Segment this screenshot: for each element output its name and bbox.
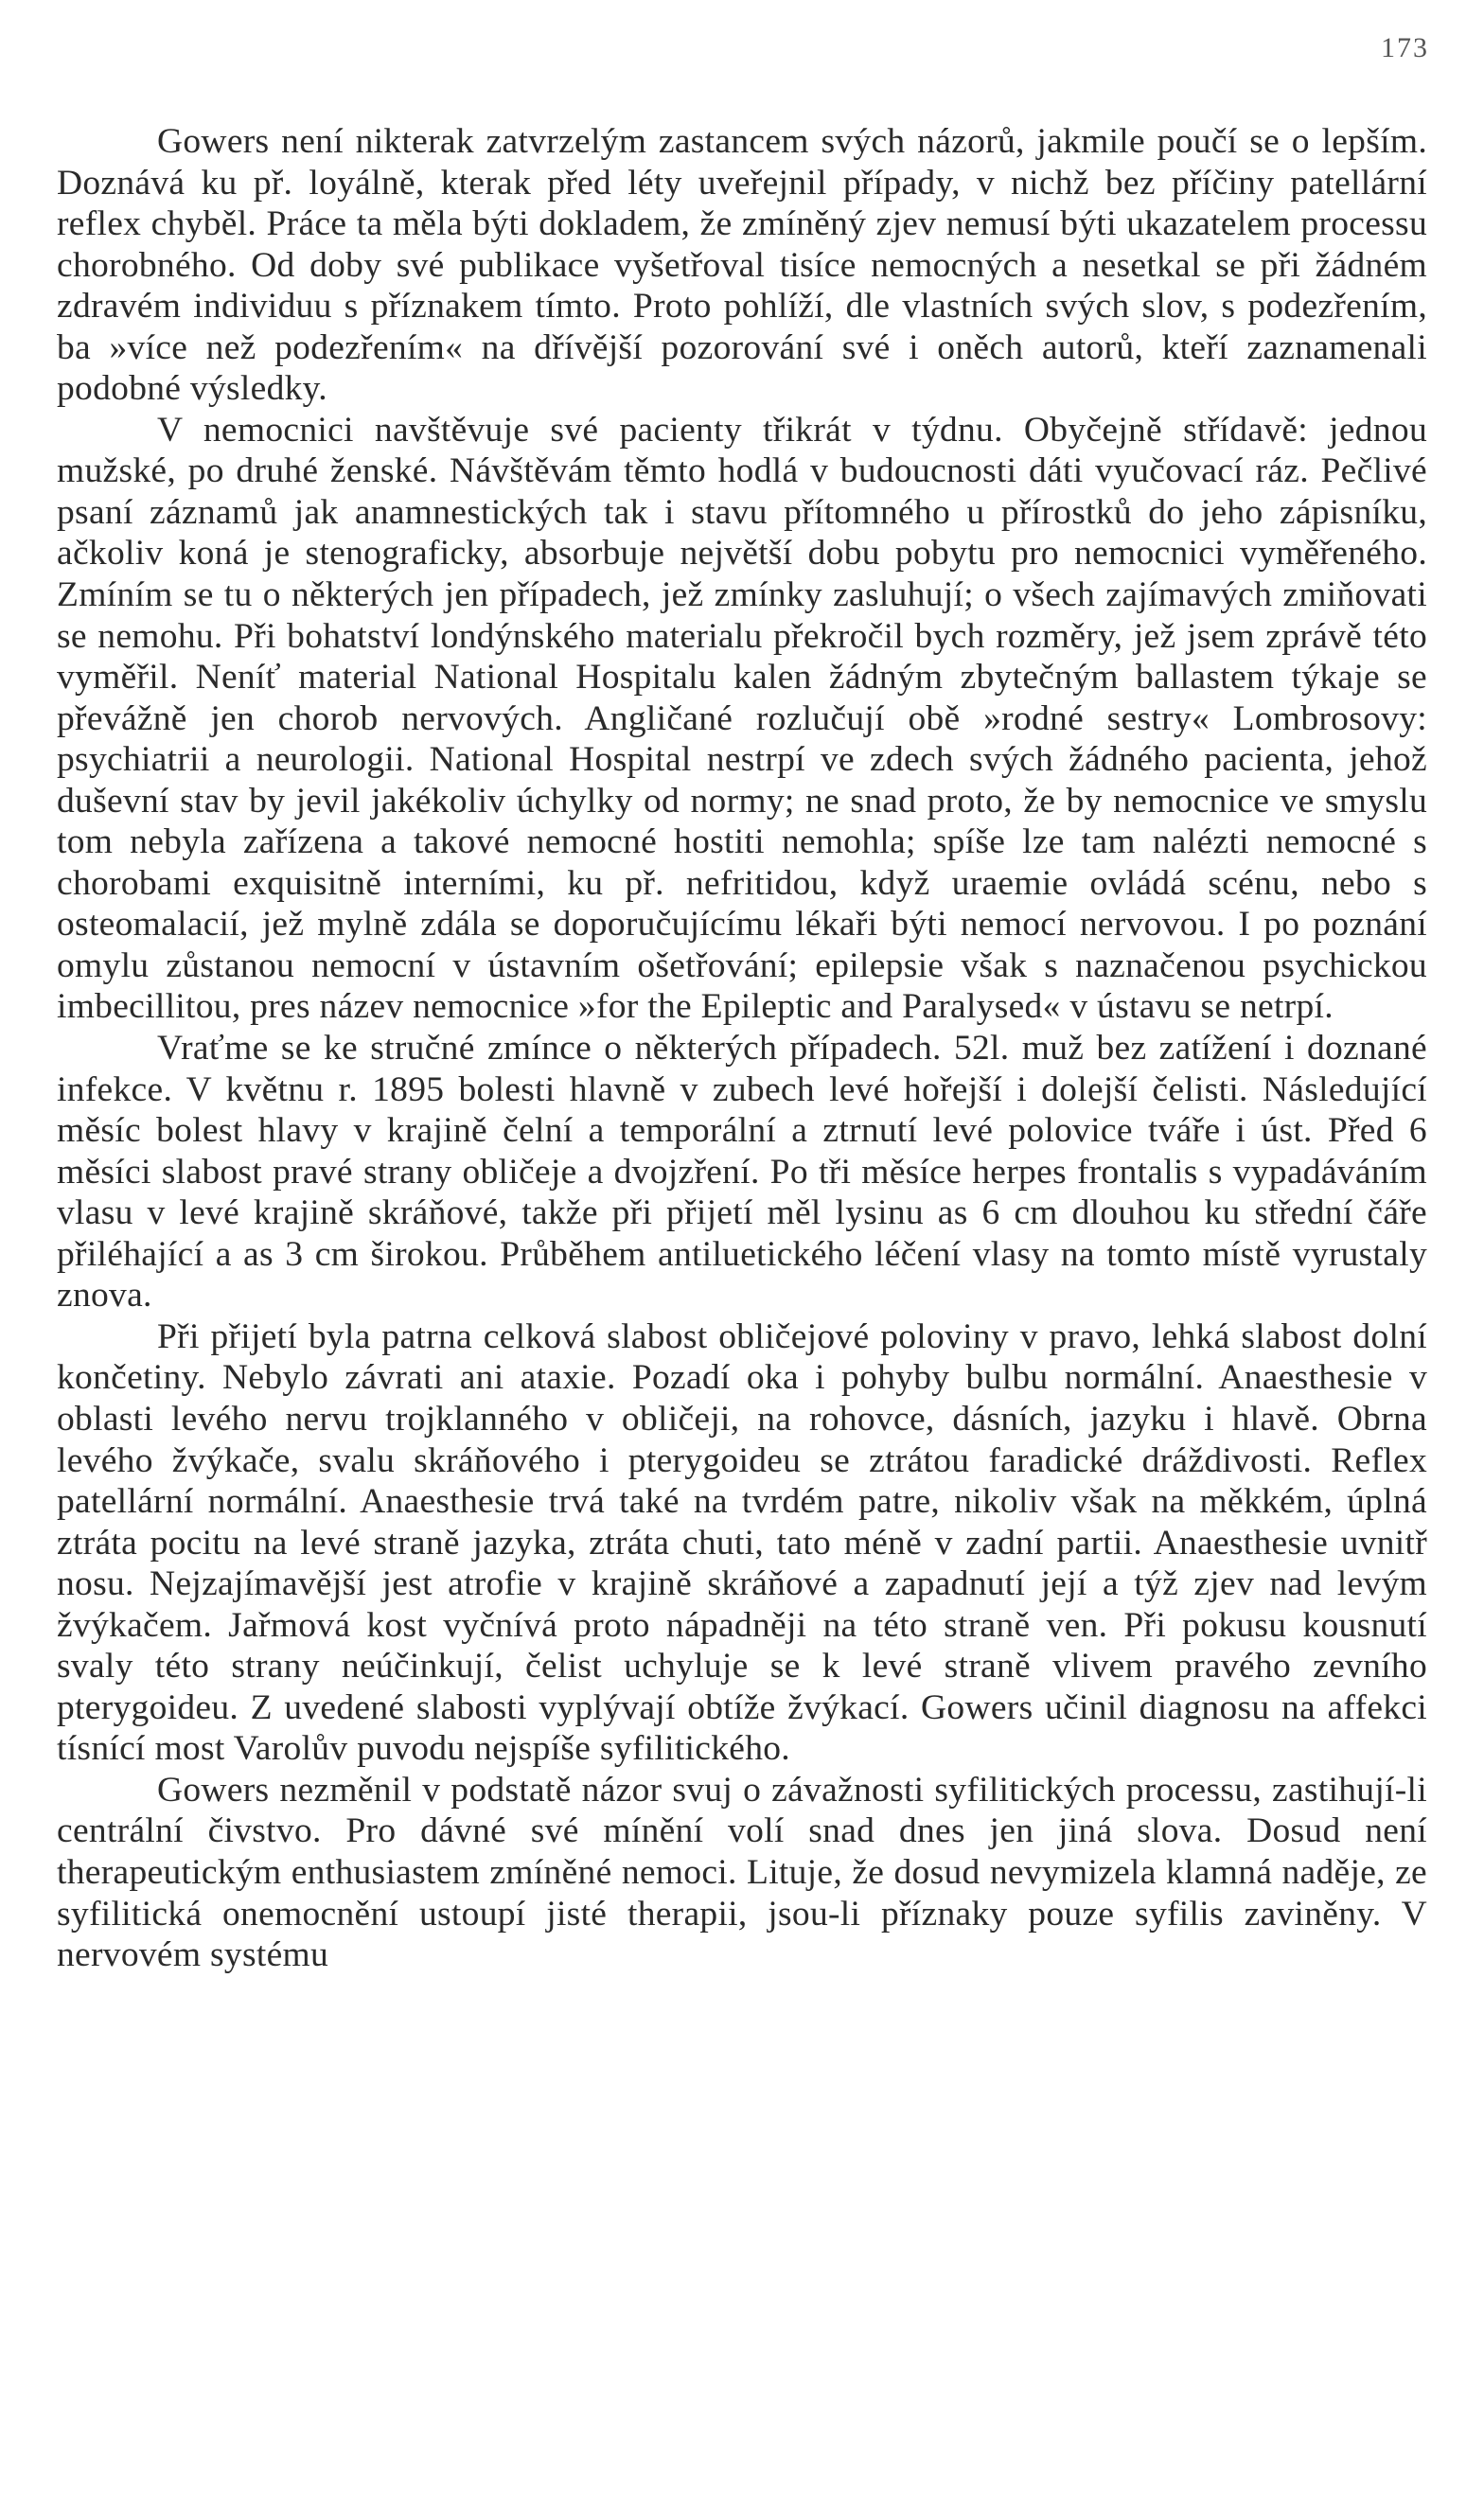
paragraph-gowers-opinions: Gowers není nikterak zatvrzelým zastancem svých názorů, jakmile poučí se o lepším. Doznává ku př. loyálně, kterak před léty uveřejnil případy, v nichž bez příčiny patellární reflex chyběl. Práce ta měla býti dokladem, že zmíněný zjev nemusí býti ukazatelem processu chorobného. Od doby své publikace vyšetřoval tisíce nemocných a nesetkal se při žádném zdravém individuu s příznakem tímto. Proto pohlíží, dle vlastních svých slov, s podezřením, ba »více než podezřením« na dřívější pozorování své i oněch autorů, kteří zaznamenali podobné výsledky. bbox=[57, 122, 1427, 409]
text-body bbox=[57, 121, 1427, 1976]
paragraph-hospital-visits: V nemocnici navštěvuje své pacienty třikrát v týdnu. Obyčejně střídavě: jednou mužské, po druhé ženské. Návštěvám těmto hodlá v budoucnosti dáti vyučovací ráz. Pečlivé psaní záznamů jak anamnestických tak i stavu přítomného u přírostků do jeho zápisníku, ačkoliv koná je stenograficky, absorbuje největší dobu pobytu pro nemocnici vyměřeného. Zmíním se tu o některých jen případech, jež zmínky zasluhují; o všech zajímavých zmiňovati se nemohu. Při bohatství londýnského materialu překročil bych rozměry, jež jsem zprávě této vyměřil. Neníť material National Hospitalu kalen žádným zbytečným ballastem týkaje se převážně jen chorob nervových. Angličané rozlučují obě »rodné sestry« Lombrosovy: psychiatrii a neurologii. National Hospital nestrpí ve zdech svých žádného pacienta, jehož duševní stav by jevil jakékoliv úchylky od normy; ne snad proto, že by nemocnice ve smyslu tom nebyla zařízena a takové nemocné hostiti nemohla; spíše lze tam nalézti nemocné s chorobami exquisitně interními, ku př. nefritidou, když uraemie ovládá scénu, nebo s osteomalacií, jež mylně zdála se doporučujícímu lékaři býti nemocí nervovou. I po poznání omylu zůstanou nemocní v ústavním ošetřování; epilepsie však s naznačenou psychickou imbecillitou, pres název nemocnice »for the Epileptic and Paralysed« v ústavu se netrpí. bbox=[57, 410, 1427, 1027]
paragraph-syphilis-view: Gowers nezměnil v podstatě názor svuj o závažnosti syfilitických processu, zastihují-li centrální čivstvo. Pro dávné své mínění volí snad dnes jen jiná slova. Dosud není therapeutickým enthusiastem zmíněné nemoci. Lituje, že dosud nevymizela klamná naděje, ze syfilitická onemocnění ustoupí jisté therapii, jsou-li příznaky pouze syfilis zaviněny. V nervovém systému bbox=[57, 1770, 1427, 1975]
paragraph-case-history: Vraťme se ke stručné zmínce o některých případech. 52l. muž bez zatížení i doznané infekce. V květnu r. 1895 bolesti hlavně v zubech levé hořejší i dolejší čelisti. Následující měsíc bolest hlavy v krajině čelní a temporální a ztrnutí levé polovice tváře i úst. Před 6 měsíci slabost pravé strany obličeje a dvojzření. Po tři měsíce herpes frontalis s vypadáváním vlasu v levé krajině skráňové, takže při přijetí měl lysinu as 6 cm dlouhou ku střední čáře přiléhající a as 3 cm širokou. Průběhem antiluetického léčení vlasy na tomto místě vyrustaly znova. bbox=[57, 1029, 1427, 1316]
paragraph-admission-findings: Při přijetí byla patrna celková slabost obličejové poloviny v pravo, lehká slabost dolní končetiny. Nebylo závrati ani ataxie. Pozadí oka i pohyby bulbu normální. Anaesthesie v oblasti levého nervu trojklanného v obličeji, na rohovce, dásních, jazyku i hlavě. Obrna levého žvýkače, svalu skráňového i pterygoideu se ztrátou faradické dráždivosti. Reflex patellární normální. Anaesthesie trvá také na tvrdém patre, nikoliv však na měkkém, úplná ztráta pocitu na levé straně jazyka, ztráta chuti, tato méně v zadní partii. Anaesthesie uvnitř nosu. Nejzajímavější jest atrofie v krajině skráňové a zapadnutí její a týž zjev nad levým žvýkačem. Jařmová kost vyčnívá proto nápadněji na této straně ven. Při pokusu kousnutí svaly této strany neúčinkují, čelist uchyluje se k levé straně vlivem pravého zevního pterygoideu. Z uvedené slabosti vyplývají obtíže žvýkací. Gowers učinil diagnosu na affekci tísnící most Varolův puvodu nejspíše syfilitického. bbox=[57, 1316, 1427, 1769]
page-number: 173 bbox=[1381, 32, 1429, 63]
